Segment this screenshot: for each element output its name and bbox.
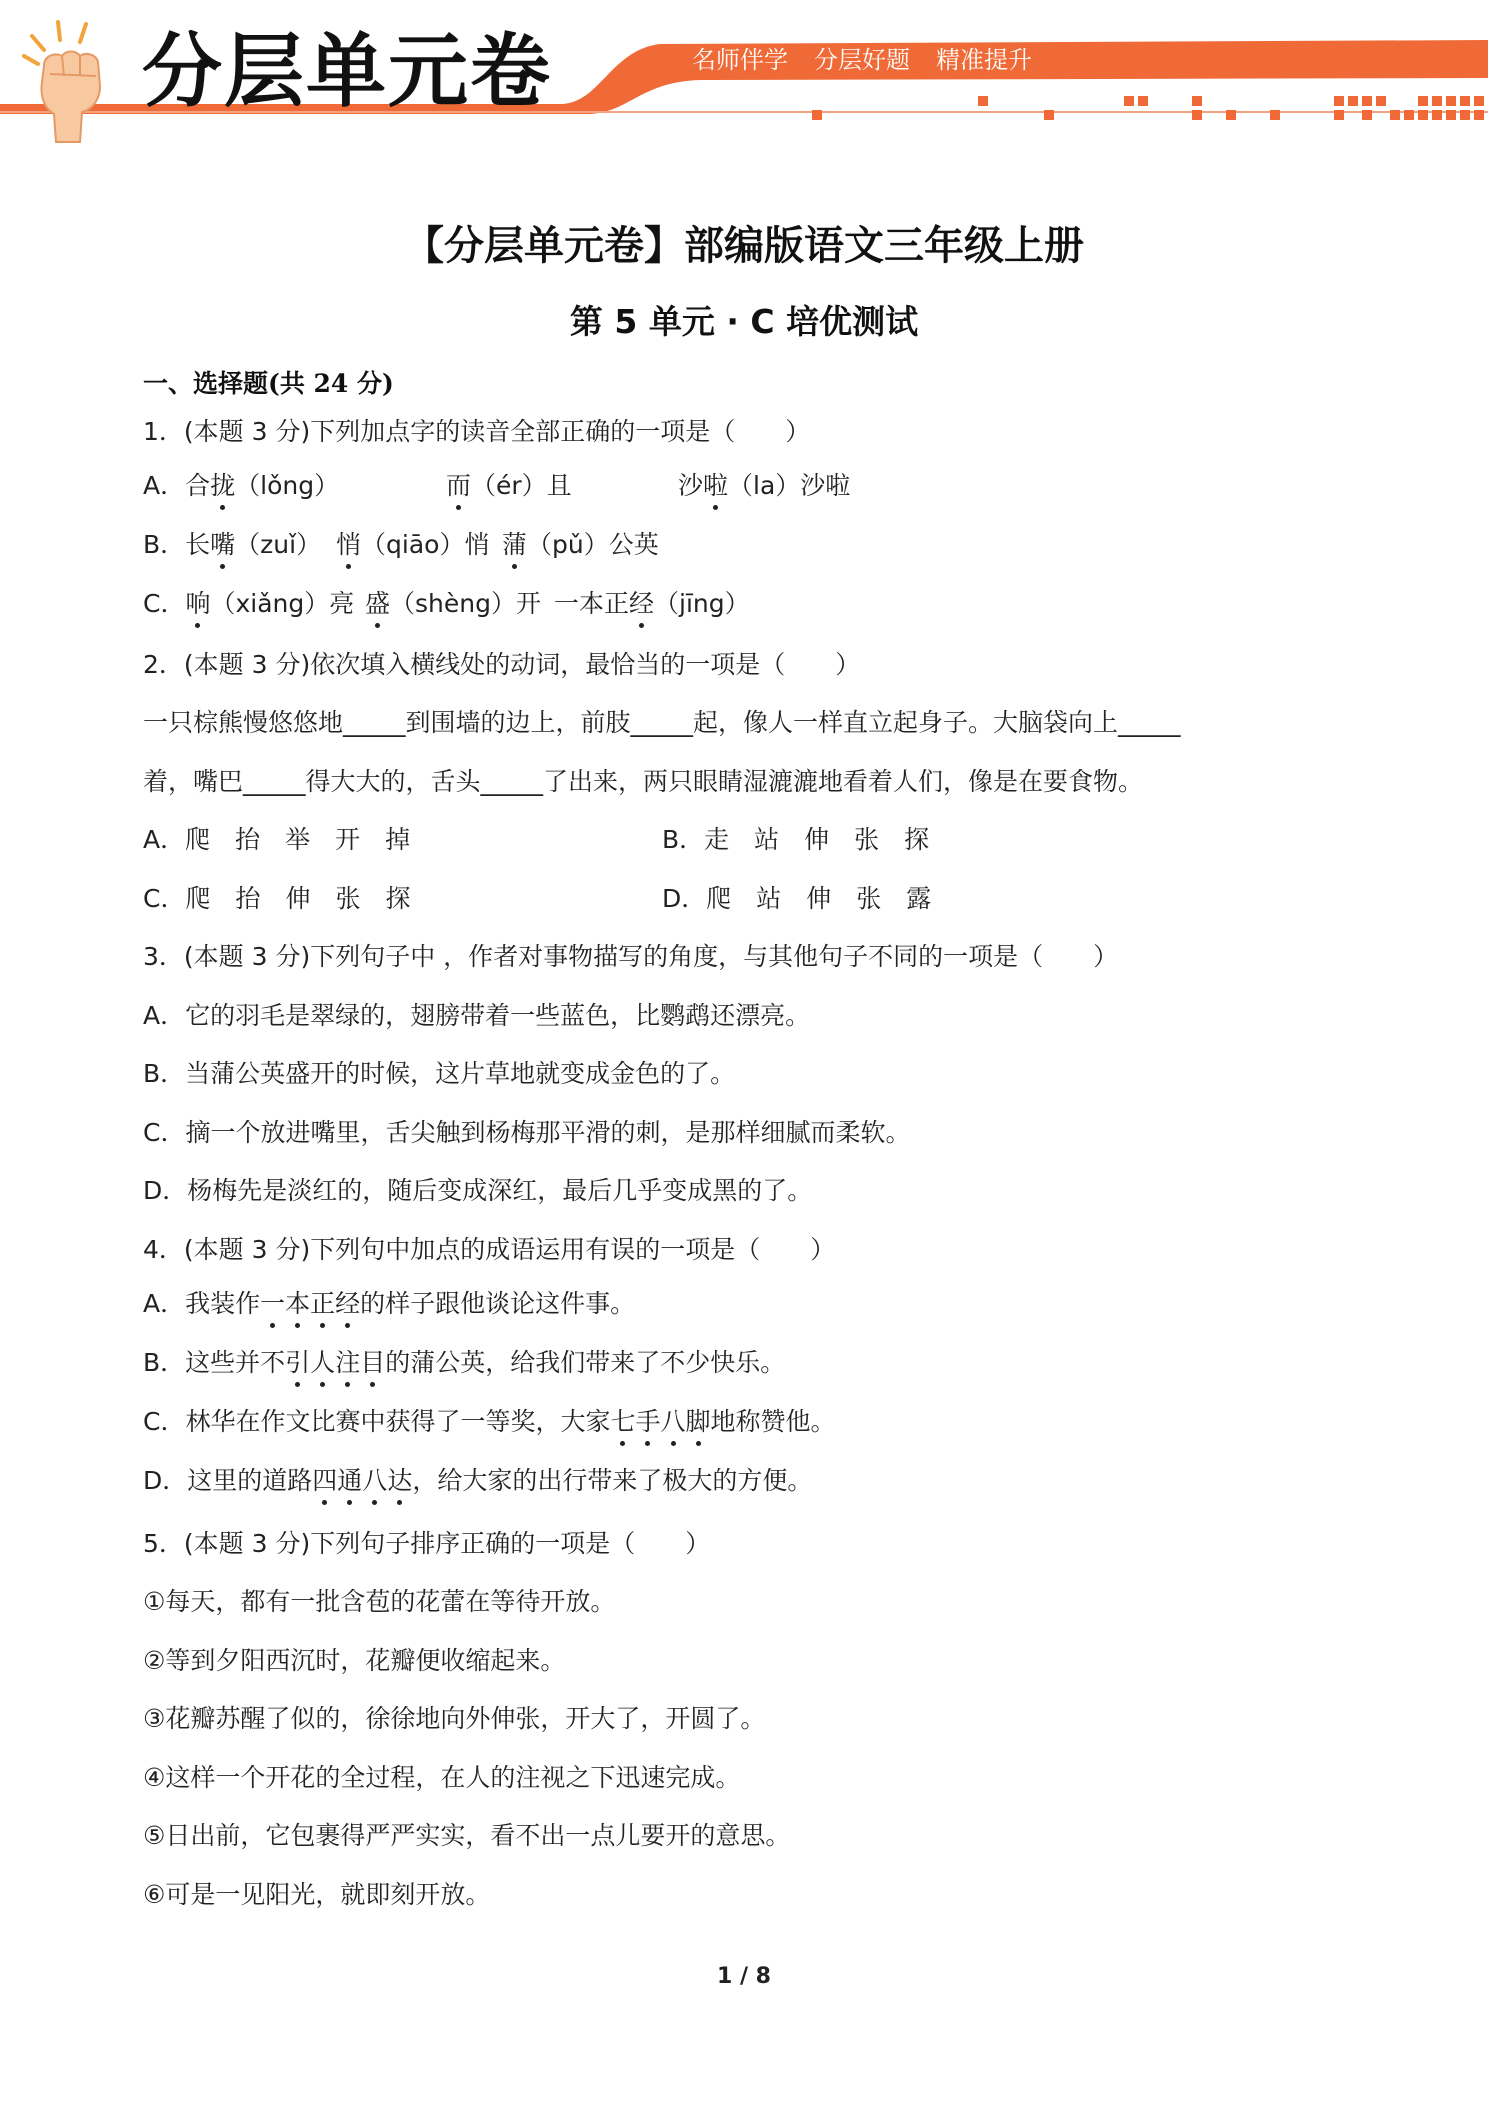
q2-option-b: B．走 站 伸 张 探	[662, 825, 930, 854]
text: B．这些并不	[143, 1348, 286, 1377]
q1-option-a-part3	[678, 466, 850, 506]
question-3-stem: 3．(本题 3 分)下列句子中 ，作者对事物描写的角度，与其他句子不同的一项是（ ）	[143, 942, 1119, 971]
q5-sentence-4: ④这样一个开花的全过程，在人的注视之下迅速完成。	[143, 1763, 741, 1792]
text: （jīng）	[654, 589, 750, 618]
q2-option-a: A．爬 抬 举 开 掉	[143, 825, 411, 854]
q1-option-c-part1	[143, 584, 354, 624]
q2-option-d: D．爬 站 伸 张 露	[662, 884, 932, 913]
q4-option-a	[143, 1284, 635, 1324]
q5-sentence-2: ②等到夕阳西沉时，花瓣便收缩起来。	[143, 1646, 566, 1675]
q2-passage-line-1: 一只棕熊慢悠悠地_____到围墙的边上，前肢_____起，像人一样直立起身子。大脑袋向上_____	[143, 708, 1181, 737]
q3-option-c: C．摘一个放进嘴里，舌尖触到杨梅那平滑的刺，是那样细腻而柔软。	[143, 1118, 911, 1147]
q1-option-a-part1	[143, 466, 339, 506]
q2-passage-line-2: 着，嘴巴_____得大大的，舌头_____了出来，两只眼睛湿漉漉地看着人们，像是在要食物。	[143, 767, 1144, 796]
brand-title: 分层单元卷	[142, 25, 552, 118]
question-1-stem: 1．(本题 3 分)下列加点字的读音全部正确的一项是（ ）	[143, 417, 811, 446]
dotted-char: 脚	[686, 1402, 711, 1442]
q1-option-c-part2	[365, 584, 541, 624]
dotted-char: 四	[312, 1461, 337, 1501]
dotted-char: 手	[635, 1402, 660, 1442]
dotted-char: 八	[362, 1461, 387, 1501]
dotted-char: 经	[335, 1284, 360, 1324]
q3-option-d: D．杨梅先是淡红的，随后变成深红，最后几乎变成黑的了。	[143, 1176, 813, 1205]
document-subtitle: 第 5 单元 · C 培优测试	[569, 302, 919, 341]
dotted-char: 盛	[365, 584, 390, 624]
dotted-char: 悄	[336, 525, 361, 565]
text: A．我装作	[143, 1289, 261, 1318]
text: （lǒng）	[235, 471, 340, 500]
dotted-char: 注	[335, 1343, 360, 1383]
q1-option-c-part3	[554, 584, 750, 624]
text: （shèng）开	[390, 589, 541, 618]
q1-option-a-part2	[446, 466, 572, 506]
dotted-char: 人	[310, 1343, 335, 1383]
dotted-char: 正	[310, 1284, 335, 1324]
dotted-char: 一	[260, 1284, 285, 1324]
text: （ér）且	[471, 471, 572, 500]
q5-sentence-3: ③花瓣苏醒了似的，徐徐地向外伸张，开大了，开圆了。	[143, 1704, 766, 1733]
q2-option-c: C．爬 抬 伸 张 探	[143, 884, 411, 913]
dotted-char: 啦	[703, 466, 728, 506]
q5-sentence-6: ⑥可是一见阳光，就即刻开放。	[143, 1880, 491, 1909]
fist-icon	[14, 16, 124, 144]
text: 一本正	[554, 589, 630, 618]
document-title: 【分层单元卷】部编版语文三年级上册	[404, 223, 1084, 269]
dotted-char: 拢	[210, 466, 235, 506]
dotted-char: 嘴	[210, 525, 235, 565]
text: 地称赞他。	[710, 1407, 836, 1436]
text: （xiǎng）亮	[210, 589, 355, 618]
text: C．林华在作文比赛中获得了一等奖，大家	[143, 1407, 611, 1436]
q5-sentence-1: ①每天，都有一批含苞的花蕾在等待开放。	[143, 1587, 616, 1616]
text: （la）沙啦	[728, 471, 851, 500]
q4-option-b	[143, 1343, 785, 1383]
dotted-char: 蒲	[502, 525, 527, 565]
dotted-char: 本	[285, 1284, 310, 1324]
text: A．合	[143, 471, 211, 500]
question-5-stem: 5．(本题 3 分)下列句子排序正确的一项是（ ）	[143, 1529, 711, 1558]
question-4-stem: 4．(本题 3 分)下列句中加点的成语运用有误的一项是（ ）	[143, 1235, 836, 1264]
dotted-char: 七	[610, 1402, 635, 1442]
section-heading: 一、选择题(共 24 分)	[143, 369, 394, 398]
text: （zuǐ）	[235, 530, 322, 559]
text: 的蒲公英，给我们带来了不少快乐。	[385, 1348, 786, 1377]
dotted-char: 目	[360, 1343, 385, 1383]
text: （pǔ）公英	[527, 530, 659, 559]
slogan-3: 精准提升	[936, 46, 1032, 74]
header-banner	[0, 0, 1488, 150]
dotted-char: 响	[185, 584, 210, 624]
dotted-char: 达	[387, 1461, 412, 1501]
q3-option-a: A．它的羽毛是翠绿的，翅膀带着一些蓝色，比鹦鹉还漂亮。	[143, 1001, 811, 1030]
dotted-char: 通	[337, 1461, 362, 1501]
slogan-bar	[692, 43, 1032, 77]
slogan-1: 名师伴学	[692, 46, 788, 74]
q1-option-b-part2	[336, 525, 489, 565]
question-2-stem: 2．(本题 3 分)依次填入横线处的动词，最恰当的一项是（ ）	[143, 650, 861, 679]
dotted-char: 而	[446, 466, 471, 506]
text: （qiāo）悄	[361, 530, 490, 559]
text: C．	[143, 589, 186, 618]
slogan-2: 分层好题	[814, 46, 910, 74]
dotted-char: 八	[661, 1402, 686, 1442]
q3-option-b: B．当蒲公英盛开的时候，这片草地就变成金色的了。	[143, 1059, 736, 1088]
dotted-char: 引	[285, 1343, 310, 1383]
q4-option-c	[143, 1402, 836, 1442]
q1-option-b-part3	[502, 525, 659, 565]
q5-sentence-5: ⑤日出前，它包裹得严严实实，看不出一点儿要开的意思。	[143, 1821, 791, 1850]
text: 的样子跟他谈论这件事。	[360, 1289, 636, 1318]
dotted-char: 经	[629, 584, 654, 624]
text: ，给大家的出行带来了极大的方便。	[412, 1466, 813, 1495]
q1-option-b-part1	[143, 525, 321, 565]
text: B．长	[143, 530, 211, 559]
text: D．这里的道路	[143, 1466, 313, 1495]
page-number: 1 / 8	[717, 1964, 771, 1989]
text: 沙	[678, 471, 704, 500]
q4-option-d	[143, 1461, 812, 1501]
